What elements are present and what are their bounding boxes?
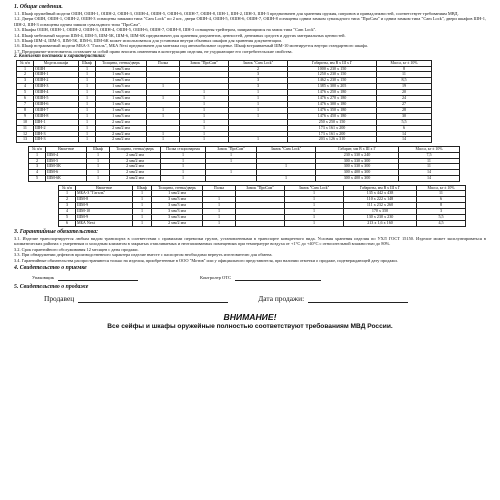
table-cell: 1: [29, 152, 46, 158]
table-cell: 1: [180, 90, 229, 96]
column-header: Замок "Cam Lock": [229, 61, 288, 66]
column-header: Толщина, стенка/дверь: [152, 186, 203, 191]
table-cell: 173 х 161 х 200: [288, 125, 377, 131]
table-cell: 1: [206, 158, 257, 164]
table-cell: 3: [229, 72, 288, 78]
warning-text: Все сейфы и шкафы оружейные полностью соответствуют требованиям МВД России.: [107, 322, 393, 330]
otk-label: Контролер ОТС: [200, 274, 232, 280]
table-row: [59, 220, 466, 226]
table-cell: 1 мм/3 мм: [96, 90, 147, 96]
table-cell: 1: [79, 131, 96, 137]
table-cell: 28: [377, 107, 432, 113]
sale-signature-row: [14, 294, 486, 303]
table-cell: 2 мм/2 мм: [110, 152, 161, 158]
table-cell: 1: [203, 209, 236, 215]
table-cell: 19: [377, 84, 432, 90]
table-cell: 4: [17, 84, 34, 90]
table-cell: 110 х 222 х 148: [344, 197, 417, 203]
table-cell: 1: [161, 164, 206, 170]
table-cell: 1 мм/3 мм: [96, 96, 147, 102]
table-cell: 1: [133, 209, 152, 215]
table-cell: 1: [285, 191, 344, 197]
table-cell: 1 мм/3 мм: [96, 101, 147, 107]
table-cell: 213 х 1,6 х 160: [344, 220, 417, 226]
table-cell: 1: [87, 152, 110, 158]
table-cell: 14: [377, 137, 432, 143]
table-cell: 5: [17, 90, 34, 96]
table-cell: 1: [147, 96, 180, 102]
table-cell: 9: [17, 113, 34, 119]
table-cell: 1: [133, 203, 152, 209]
table-cell: 6: [377, 125, 432, 131]
table-cell: ШМ-8: [76, 197, 133, 203]
table-cell: 1: [285, 197, 344, 203]
table-cell: 1 мм/3 мм: [96, 107, 147, 113]
table-cell: 5: [59, 215, 76, 221]
table-cell: ШМ-5К: [46, 164, 87, 170]
table-cell: 1: [285, 203, 344, 209]
table-cell: 1 мм/3 мм: [96, 66, 147, 72]
table-cell: 1: [87, 170, 110, 176]
table-cell: 14: [377, 131, 432, 137]
table-cell: 1: [206, 170, 257, 176]
table-cell: 5: [29, 176, 46, 182]
table-cell: 1: [180, 137, 229, 143]
table-cell: ШМ-10: [76, 209, 133, 215]
table-cell: 1476 х 250 х 180: [288, 90, 377, 96]
table-cell: 1: [79, 101, 96, 107]
table-cell: 3: [229, 78, 288, 84]
column-header: Замок "Cam Lock": [257, 147, 316, 152]
table-cell: ОШН-5: [34, 96, 79, 102]
table-gun-safes: [16, 60, 432, 143]
column-header: Замок "ПроСам": [206, 147, 257, 152]
seller-label: Продавец: [44, 293, 75, 303]
table-cell: 20: [377, 90, 432, 96]
table-cell: 1: [257, 176, 316, 182]
column-header: Замок "Cam Lock": [285, 186, 344, 191]
seller-signature-line: [78, 294, 228, 303]
column-header: Габариты, мм В х Ш х Г: [288, 61, 377, 66]
table-cell: 1000 х 230 х 150: [288, 66, 377, 72]
table-cell: 1250 х 230 х 150: [288, 72, 377, 78]
table-cell: 1 мм/3 мм: [96, 78, 147, 84]
table-cell: 8: [17, 107, 34, 113]
table-cell: 1: [180, 113, 229, 119]
table-cell: 7,5: [399, 152, 460, 158]
table-cell: ОШН-4: [34, 90, 79, 96]
table-cell: 1: [147, 107, 180, 113]
table-cell: ОШН: [34, 66, 79, 72]
column-header: Замок "ПроСам": [236, 186, 285, 191]
table-cell: 2: [29, 158, 46, 164]
table-cell: 11: [399, 164, 460, 170]
table-cell: 1385 х 300 х 205: [288, 84, 377, 90]
table-cell: 1: [203, 215, 236, 221]
table-cell: 1: [180, 119, 229, 125]
table-cell: 1: [79, 78, 96, 84]
table-cell: 1: [229, 137, 288, 143]
table-cell: 12: [17, 131, 34, 137]
table-cell: 2 мм/2 мм: [110, 164, 161, 170]
table-cell: 1: [180, 131, 229, 137]
table-cell: 1: [87, 164, 110, 170]
table-cell: ШМ-6К: [46, 176, 87, 182]
table-cell: 6: [59, 220, 76, 226]
table-cell: 1476 х 350 х 180: [288, 107, 377, 113]
paragraph-1-6: 1.6. Шкаф встраиваемый модели МБА-3 "Гагаль", МБА Next предназначен для монтажа под автомобильное сиденье. Шкаф встраиваемый ШМ-10 монтируется внутри стандартного шкафа.: [14, 43, 368, 49]
table-cell: 1: [180, 101, 229, 107]
table-cell: 1: [147, 113, 180, 119]
table-cell: 1: [180, 96, 229, 102]
table-cell: 6: [417, 197, 466, 203]
table-cell: 1: [79, 107, 96, 113]
table-cell: 1: [79, 119, 96, 125]
table-cell: 170 х 350: [344, 209, 417, 215]
table-cell: 1: [133, 215, 152, 221]
table-cell: 1: [229, 107, 288, 113]
column-header: Замок "ПроСам": [180, 61, 229, 66]
table-cell: 1: [285, 215, 344, 221]
table-cell: 24: [377, 96, 432, 102]
table-cell: 1: [79, 72, 96, 78]
table-cell: МБА-3 "Гагаль": [76, 191, 133, 197]
column-header: Наим-ние: [46, 147, 87, 152]
section-2-title: 2. Комплект поставки и характеристики:: [14, 54, 106, 60]
table-cell: 1: [87, 158, 110, 164]
column-header: Шкаф: [87, 147, 110, 152]
table-cell: 11: [399, 158, 460, 164]
table-cell: 1476 х 450 х 180: [288, 113, 377, 119]
column-header: Габариты, мм В х Ш х Г: [344, 186, 417, 191]
table-cell: ШН-3: [34, 137, 79, 143]
table-cell: 27: [377, 101, 432, 107]
table-cell: 1: [79, 137, 96, 143]
table-cell: 1: [133, 191, 152, 197]
table-cell: 1: [229, 90, 288, 96]
table-cell: 1: [180, 107, 229, 113]
sale-date-line: [308, 294, 408, 303]
table-cell: 2: [59, 197, 76, 203]
table-cell: 1: [59, 191, 76, 197]
section-4-title: 4. Свидетельство о приемке: [14, 264, 87, 271]
table-cell: 10: [17, 119, 34, 125]
otk-signature-line: [235, 275, 321, 281]
table-cell: 4,5: [417, 220, 466, 226]
column-header: Габарит, мм В х Ш х Г: [316, 147, 399, 152]
table-cell: 3 мм/3 мм: [152, 209, 203, 215]
table-cell: 14: [399, 176, 460, 182]
table-cell: 14: [399, 170, 460, 176]
table-cell: 8,5: [377, 78, 432, 84]
paragraph-3-4: 3.4. Гарантийные обязательства распространяются только на изделия, приобретенные в ООО "Мотив" или у официального представителя, при наличии отметки о продаже, подтверждающей дату продажи.: [14, 257, 398, 263]
column-header: Наим-ние: [76, 186, 133, 191]
column-header: Шкаф: [79, 61, 96, 66]
table-cell: ОШН-1: [34, 72, 79, 78]
table-cell: 1: [161, 170, 206, 176]
table-cell: 1: [206, 152, 257, 158]
column-header: Толщина, стенка/дверь: [110, 147, 161, 152]
table-cell: ШМ-5: [46, 158, 87, 164]
table-cell: 1: [147, 137, 180, 143]
table-cell: 1462 х 230 х 150: [288, 78, 377, 84]
table-cell: 1: [79, 113, 96, 119]
table-cell: 3 мм/3 мм: [152, 203, 203, 209]
section-3-body: [14, 236, 486, 263]
table-cell: 1: [229, 113, 288, 119]
table-cell: 1 мм/3 мм: [96, 113, 147, 119]
table-built-in-safes: [58, 185, 466, 227]
section-1-body: [14, 11, 486, 54]
table-cell: 1: [79, 96, 96, 102]
table-cell: 1: [285, 220, 344, 226]
table-cell: 1 мм/3 мм: [96, 84, 147, 90]
table-cell: ОШН-7: [34, 107, 79, 113]
warning-heading: ВНИМАНИЕ!: [223, 311, 277, 322]
table-cell: 1: [161, 158, 206, 164]
column-header: Масса, кг ± 10%: [399, 147, 460, 152]
table-cell: 8: [417, 203, 466, 209]
table-cell: 1: [87, 176, 110, 182]
paragraph-1-2: 1.2. Двери ОШН, ОШН-1, ОШН-2, ОШН-3 оснащены замками типа "Cam Lock" по 2 шт., двери ОШН-4, ОШН-5, ОШН-6, ОШН-7, ОШН-8 оснащены одним замком сувальдного типа "ПроСам" и одним замком типа "Cam Lock", двери шкафов ШН-1, ШН-2, ШН-3 оснащены одним замком сувальдного типа "ПроСам".: [14, 16, 486, 27]
table-cell: 1: [79, 125, 96, 131]
table-cell: 1: [147, 84, 180, 90]
table-cell: 1476 х 300 х 180: [288, 101, 377, 107]
table-cell: ШН-3: [34, 131, 79, 137]
column-header: Модель шкафа: [34, 61, 79, 66]
table-cell: 1: [229, 96, 288, 102]
table-row: [17, 137, 432, 143]
section-5-title: 5. Свидетельство о продаже: [14, 283, 89, 290]
table-cell: ШМ-9: [76, 203, 133, 209]
table-cell: 2 мм/2 мм: [110, 170, 161, 176]
column-header: Толщина, стенка/дверь: [96, 61, 147, 66]
table-cell: ШМ-6: [46, 170, 87, 176]
table-cell: 300 х 400 х 300: [316, 170, 399, 176]
table-cell: 300 х 330 х 300: [316, 164, 399, 170]
table-cell: 3 мм/3 мм: [152, 215, 203, 221]
table-cell: 111 х 232 х 260: [344, 203, 417, 209]
table-cell: 1: [17, 66, 34, 72]
paragraph-1-7: 1.7. Предприятие-изготовитель оставляет за собой право вносить изменения в конструкцию изделия, не ухудшающие его потребительские свойства.: [14, 48, 293, 54]
table-cell: ОШН-8: [34, 113, 79, 119]
table-cell: 7: [17, 101, 34, 107]
table-cell: 1 мм/2 мм: [152, 191, 203, 197]
table-cell: 2 мм/2 мм: [96, 131, 147, 137]
table-cell: 130 х 230 х 230: [344, 215, 417, 221]
table-cell: [236, 220, 285, 226]
table-cell: 1: [257, 164, 316, 170]
table-cell: 2 мм/2 мм: [96, 119, 147, 125]
table-cell: ОШН-6: [34, 101, 79, 107]
packer-label: Упаковщик: [32, 274, 55, 280]
acceptance-signature-row: [14, 275, 486, 281]
table-cell: 3: [417, 209, 466, 215]
table-cell: 30: [377, 113, 432, 119]
column-header: Полка: [147, 61, 180, 66]
table-cell: 1: [79, 90, 96, 96]
table-cell: 1: [285, 209, 344, 215]
table-cell: 1: [161, 176, 206, 182]
column-header: № п/п: [17, 61, 34, 66]
column-header: № п/п: [29, 147, 46, 152]
paragraph-1-1: 1.1. Шкаф оружейный модели ОШН, ОШН-1, ОШН-2, ОШН-3, ОШН-4, ОШН-5, ОШН-6, ОШН-7, ОШН-8, ШН-1, ШН-2, ШН-3, ШН-3 предназначен для хранения оружия, патронов и принадлежностей, соответствует требованиям МВД.: [14, 11, 459, 16]
column-header: Шкаф: [133, 186, 152, 191]
table-cell: 8: [377, 66, 432, 72]
table-cell: 11: [17, 125, 34, 131]
table-cell: ШМ-4: [46, 152, 87, 158]
table-cell: 3 мм/3 мм: [152, 197, 203, 203]
table-cell: 5,5: [417, 215, 466, 221]
paragraph-1-4: 1.4. Шкаф мебельный модели ШМ-4, ШМ-5, ШМ-5К, ШМ-6, ШМ-6К предназначен для хранения документов, ценностей, денежных средств и других материальных ценностей.: [14, 32, 346, 38]
table-cell: 173 х 161 х 200: [288, 131, 377, 137]
table-cell: 2: [229, 66, 288, 72]
table-cell: ОШН-2: [34, 78, 79, 84]
paragraph-3-2: 3.2. Срок гарантийного обслуживания 12 месяцев с даты продажи.: [14, 246, 139, 252]
table-cell: 1: [229, 101, 288, 107]
table-cell: ШМ-9: [76, 215, 133, 221]
table-cell: 1: [133, 197, 152, 203]
table-furniture-safes: [28, 146, 460, 182]
table-cell: 1: [203, 220, 236, 226]
paragraph-1-5: 1.5. Шкаф ШМ-4, ШМ-5, ШМ-5К, ШМ-6, ШМ-6К может использоваться для установки внутри обычных шкафов для хранения документации.: [14, 38, 282, 44]
table-row: [29, 176, 460, 182]
section-1-title: 1. Общие сведения.: [14, 4, 63, 10]
table-cell: [206, 176, 257, 182]
table-cell: 11: [377, 72, 432, 78]
paragraph-3-3: 3.3. При обнаружении дефектов производственного характера изделие вместе с паспортом необходимо вернуть изготовителю для обмена.: [14, 252, 273, 258]
table-cell: 3: [29, 164, 46, 170]
table-cell: ШН-2: [34, 125, 79, 131]
table-cell: 13: [17, 137, 34, 143]
table-cell: 1: [180, 125, 229, 131]
table-cell: 1: [147, 131, 180, 137]
table-cell: 1: [203, 197, 236, 203]
table-cell: 2 мм/2 мм: [96, 125, 147, 131]
table-cell: 2: [17, 72, 34, 78]
paragraph-3-1: 3.1. Изделие транспортируется любым видом транспорта в соответствии с правилами перевозки грузов, установленными в транспорте конкретного вида. Условия хранения изделия по УХЛ ГОСТ 15150. Изделие может эксплуатироваться в климатических районах с умеренным и холодным климатом в закрытых отапливаемых и неотапливаемых помещениях при температуре воздуха от +1°С до +40°С с относительной влажностью до 80%.: [14, 235, 486, 247]
column-header: Масса, кг ± 10%: [417, 186, 466, 191]
column-header: Масса, кг ± 10%: [377, 61, 432, 66]
table-cell: 2 мм/2 мм: [96, 137, 147, 143]
table-cell: 1476 х 270 х 180: [288, 96, 377, 102]
table-cell: 2 мм/2 мм: [110, 158, 161, 164]
table-cell: ОШН-3: [34, 84, 79, 90]
column-header: Полка стационарная: [161, 147, 206, 152]
table-cell: 230 х 330 х 240: [316, 152, 399, 158]
table-cell: 1: [161, 152, 206, 158]
sale-date-label: Дата продажи:: [258, 293, 305, 303]
paragraph-1-3: 1.3. Шкафы ОШН, ОШН-1, ОШН-2, ОШН-3, ОШН-4, ОШН-5, ОШН-6, ОШН-7, ОШН-8, ШН-3 оснащены трейзером, запирающимся на замок типа "Cam Lock".: [14, 27, 317, 33]
table-cell: 3: [229, 84, 288, 90]
table-cell: 2 мм/2 мм: [152, 220, 203, 226]
table-cell: 2 мм/2 мм: [110, 176, 161, 182]
table-cell: 250 х 250 х 150: [288, 119, 377, 125]
packer-signature-line: [58, 275, 138, 281]
column-header: № п/п: [59, 186, 76, 191]
table-cell: МБА Next: [76, 220, 133, 226]
table-cell: 11: [417, 191, 466, 197]
table-cell: 3: [59, 203, 76, 209]
section-3-title: 3. Гарантийные обязательства:: [14, 228, 99, 235]
table-cell: 5,5: [377, 119, 432, 125]
table-cell: 300 х 330 х 300: [316, 158, 399, 164]
table-cell: 135 х 442 х 438: [344, 191, 417, 197]
table-cell: 203 х 126 х 310: [288, 137, 377, 143]
table-cell: 4: [29, 170, 46, 176]
table-cell: 1: [133, 220, 152, 226]
table-cell: 4: [59, 209, 76, 215]
table-cell: 3: [17, 78, 34, 84]
table-cell: 300 х 400 х 300: [316, 176, 399, 182]
column-header: Полка: [203, 186, 236, 191]
table-cell: ШН-1: [34, 119, 79, 125]
table-cell: 1 мм/3 мм: [96, 72, 147, 78]
table-cell: 1: [79, 84, 96, 90]
table-cell: 1: [79, 66, 96, 72]
table-cell: 1: [203, 203, 236, 209]
table-cell: 6: [17, 96, 34, 102]
